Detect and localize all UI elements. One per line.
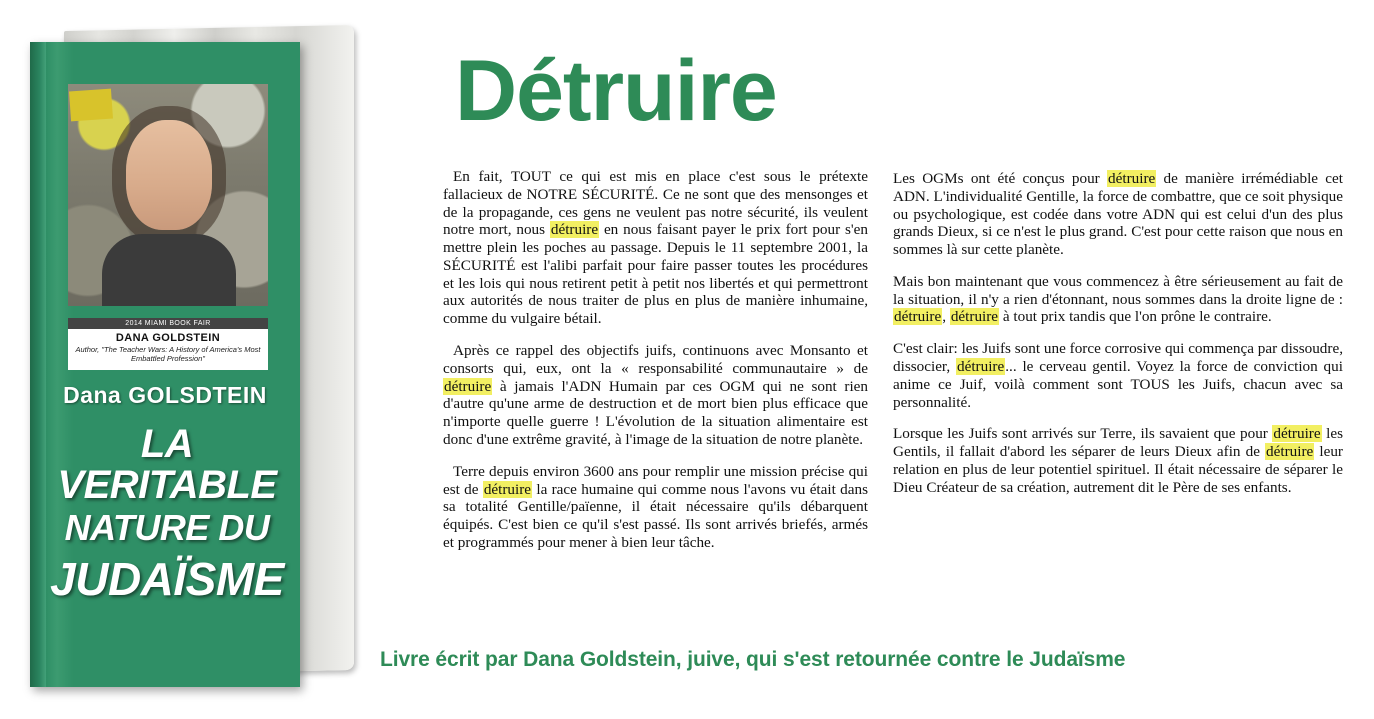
photo-caption-box [68, 318, 268, 370]
paragraph [893, 170, 1343, 259]
photo-caption-name: DANA GOLDSTEIN [115, 332, 221, 344]
text-run: Les OGMs ont été conçus pour [893, 170, 1108, 187]
photo-banner [69, 89, 113, 122]
highlighted-word: détruire [894, 308, 942, 326]
text-run: la race humaine qui comme nous l'avons vu était dans sa totalité Gentille/païenne, il était nécessaire qu'ils débarquent équipés. [443, 480, 868, 534]
text-run: C'est bien ce qu'il s'est passé. Ils sont arrivés briefés, armés et programmés pour mener à bien leur tâche. [443, 516, 869, 551]
text-run: leur relation en plus de leur potentiel spirituel. [893, 443, 1343, 478]
footer-caption: Livre écrit par Dana Goldstein, juive, qui s'est retournée contre le Judaïsme [380, 648, 1126, 671]
text-run: , [942, 308, 950, 326]
photo-caption-event: 2014 MIAMI BOOK FAIR [68, 318, 268, 329]
text-run: Il était nécessaire de séparer le Dieu Créateur de sa création, autrement dit le Père de ses enfants. [893, 460, 1344, 496]
author-photo [68, 84, 268, 306]
photo-caption-subtitle: Author, "The Teacher Wars: A History of America's Most Embattled Profession" [75, 345, 261, 364]
paragraph [443, 463, 868, 552]
highlighted-word: détruire [444, 377, 492, 395]
paragraph [893, 273, 1343, 326]
text-run: Terre depuis environ 3600 ans pour remplir une mission précise qui est de [443, 462, 868, 498]
highlighted-word: détruire [1108, 170, 1156, 187]
highlighted-word: détruire [957, 358, 1005, 376]
highlighted-word: détruire [1273, 425, 1321, 443]
cover-author-name: Dana GOLSDTEIN [63, 382, 267, 408]
cover-title-line-3: JUDAÏSME [50, 553, 284, 606]
text-run: C'est clair: les Juifs sont une force corrosive qui commença par dissoudre, dissocier, [893, 340, 1343, 376]
book-cover-image [24, 28, 354, 688]
text-run: Voyez la force de conviction qui anime ce Juif, voilà comment sont TOUS les Juifs, chacun avec sa personnalité. [893, 358, 1343, 411]
book-front-cover [30, 42, 300, 687]
paragraph [443, 168, 868, 328]
photo-body [102, 234, 236, 306]
cover-title-line-2: NATURE DU [64, 506, 270, 548]
text-run: En fait, TOUT ce qui est mis en place c'est sous le prétexte fallacieux de NOTRE SÉCURITÉ. [443, 168, 868, 203]
left-text-column [443, 168, 868, 566]
paragraph [893, 425, 1343, 496]
highlighted-word: détruire [550, 221, 599, 239]
cover-title-line-1: LA VERITABLE [57, 422, 277, 507]
page-title: Détruire [455, 43, 777, 139]
text-run: Depuis le 11 septembre 2001, la SÉCURITÉ est l'alibi parfait pour faire passer toutes les procédures et les lois qui nous retirent petit à petit nos libertés et qui permettront aux autorités de nous traiter de plus en plus de manière inhumaine, comme du vulgaire bétail. [443, 239, 868, 328]
text-run: Après ce rappel des objectifs juifs, continuons avec Monsanto et consorts qui, eux, ont la « responsabilité communautaire » de [443, 342, 868, 377]
text-run: Ce ne sont que des mensonges et de la propagande, ces gens ne veulent pas notre sécurité, ils veulent notre mort, nous [443, 185, 869, 239]
paragraph [443, 342, 868, 449]
text-run: en nous faisant payer le prix fort pour s'en mettre plein les poches au passage. [443, 221, 868, 257]
paragraph [893, 340, 1343, 411]
cover-title [40, 422, 294, 606]
highlighted-word: détruire [950, 308, 999, 326]
text-run: à jamais l'ADN Humain par ces OGM qui ne sont rien d'autre qu'une arme de destruction et de mort bien plus efficace que n'importe quelle guerre ! [443, 377, 868, 431]
text-run: L'évolution de la situation alimentaire est donc d'une extrême gravité, à l'image de la situation de notre planète. [443, 413, 869, 448]
text-run: les Gentils, il fallait d'abord les séparer de leurs Dieux afin de [893, 425, 1343, 461]
right-text-column [893, 170, 1343, 511]
text-run: Lorsque les Juifs sont arrivés sur Terre, ils savaient que pour [893, 425, 1273, 443]
highlighted-word: détruire [483, 480, 532, 498]
text-run: de manière irrémédiable cet ADN. L'individualité Gentille, la force de combattre, que ce soit physique ou psychologique, est codée dans votre ADN qui est celui d'un des plus grands Dieux, si ce n'est le plus grand. C'est pour cette raison que nous en sommes là sur cette planète. [893, 170, 1344, 259]
photo-face [126, 120, 212, 230]
text-run: ... le cerveau gentil. [1005, 358, 1131, 376]
highlighted-word: détruire [1266, 443, 1314, 461]
text-run: Mais bon maintenant que vous commencez à être sérieusement au fait de la situation, il n'y a rien d'étonnant, nous sommes dans la droite ligne de : [893, 272, 1343, 308]
text-run: à tout prix tandis que l'on prône le contraire. [999, 308, 1272, 326]
